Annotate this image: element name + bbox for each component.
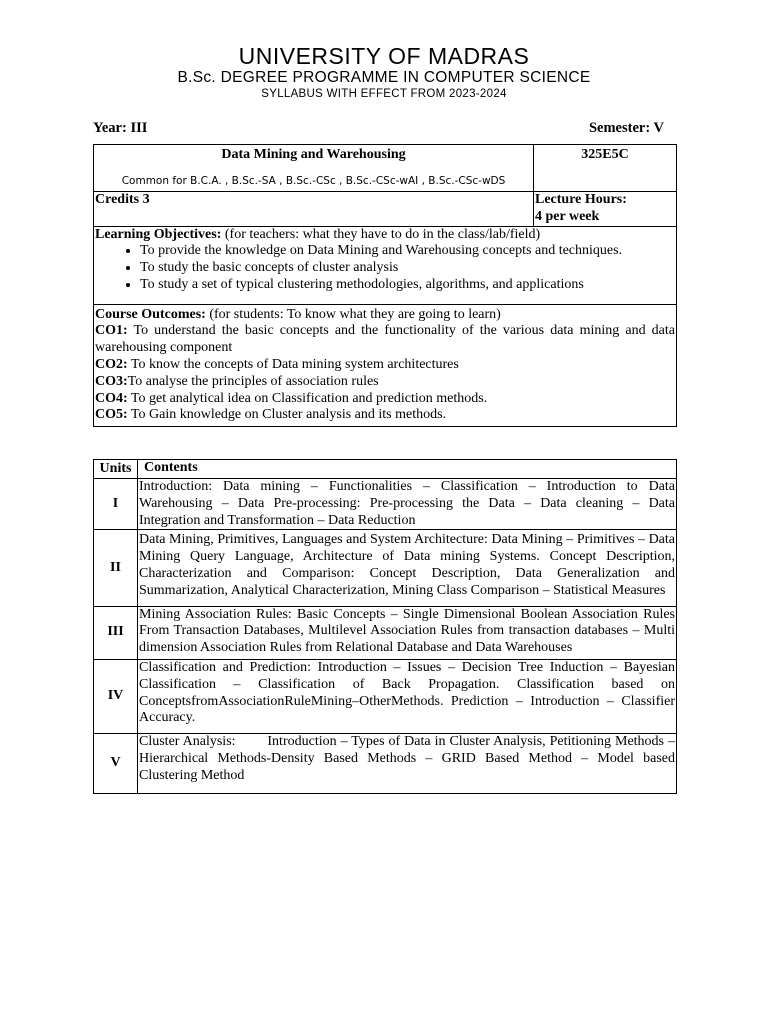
- credits: Credits 3: [94, 192, 534, 227]
- lecture-hours-value: 4 per week: [535, 208, 600, 224]
- syllabus-year: SYLLABUS WITH EFFECT FROM 2023-2024: [261, 88, 507, 100]
- outcome-item: CO5: To Gain knowledge on Cluster analysis and its methods.: [95, 407, 447, 423]
- unit-content: Cluster Analysis: Introduction – Types of Data in Cluster Analysis, Petitioning Methods – Hierarchical Methods-Density Based Methods – GRID Based Method – Model based Clustering Method: [138, 734, 677, 793]
- unit-content: Classification and Prediction: Introduction – Issues – Decision Tree Induction – Bayesian Classification – Classification of Back Propagation. Classification based on ConceptsfromAssociationRuleMining–OtherMethods. Prediction – Introduction – Classifier Accuracy.: [138, 659, 677, 733]
- outcomes-label: Course Outcomes:: [95, 306, 206, 322]
- unit-content: Data Mining, Primitives, Languages and System Architecture: Data Mining – Primitives – Data Mining Query Language, Architecture of Data mining Systems. Concept Description, Characterization and Comparison: Concept Description, Data Generalization and Summarization, Analytical Characterization, Mining Class Comparison – Statistical Measures: [138, 530, 677, 606]
- unit-number: II: [94, 530, 138, 606]
- objective-item: • To study a set of typical clustering methodologies, algorithms, and applications: [140, 277, 675, 294]
- semester-label: Semester: V: [588, 120, 664, 136]
- unit-number: III: [94, 606, 138, 659]
- objectives-label: Learning Objectives:: [95, 226, 222, 242]
- objective-item: • To study the basic concepts of cluster analysis: [140, 260, 675, 277]
- table-row: [94, 734, 677, 793]
- units-header: Units: [94, 460, 138, 479]
- objectives-list: [95, 243, 675, 293]
- course-title-cell: [94, 145, 534, 192]
- table-row: [94, 659, 677, 733]
- outcome-item: CO3:To analyse the principles of association rules: [95, 373, 379, 389]
- outcome-item: CO4: To get analytical idea on Classification and prediction methods.: [95, 390, 488, 406]
- unit-number: V: [94, 734, 138, 793]
- units-table: [93, 459, 677, 794]
- course-outcomes-cell: [94, 304, 677, 427]
- table-row: [94, 479, 677, 530]
- outcome-item: CO1: To understand the basic concepts and the functionality of the various data mining and data warehousing component: [95, 323, 675, 356]
- objectives-note: (for teachers: what they have to do in the class/lab/field): [221, 226, 541, 242]
- outcome-item: CO2: To know the concepts of Data mining system architectures: [95, 356, 459, 372]
- university-title: UNIVERSITY OF MADRAS: [238, 43, 530, 69]
- contents-header: Contents: [138, 460, 677, 479]
- lecture-hours-label: Lecture Hours:: [535, 192, 627, 207]
- learning-objectives-cell: [94, 226, 677, 304]
- unit-number: IV: [94, 659, 138, 733]
- common-for-text: Common for B.C.A. , B.Sc.-SA , B.Sc.-CSc , B.Sc.-CSc-wAI , B.Sc.-CSc-wDS: [121, 174, 506, 187]
- unit-number: I: [94, 479, 138, 530]
- course-title: Data Mining and Warehousing: [221, 147, 406, 162]
- programme-title: B.Sc. DEGREE PROGRAMME IN COMPUTER SCIENCE: [177, 69, 591, 86]
- objective-item: • To provide the knowledge on Data Mining and Warehousing concepts and techniques.: [140, 243, 675, 260]
- course-info-table: [93, 144, 677, 427]
- lecture-hours-cell: [534, 192, 677, 227]
- table-row: [94, 530, 677, 606]
- year-label: Year: III: [93, 120, 148, 136]
- unit-content: Mining Association Rules: Basic Concepts – Single Dimensional Boolean Association Rules From Transaction Databases, Multilevel Association Rules from transaction databases – Multi dimension Association Rules from Relational Database and Data Warehouses: [138, 606, 677, 659]
- outcomes-note: (for students: To know what they are going to learn): [205, 306, 501, 322]
- unit-content: Introduction: Data mining – Functionalities – Classification – Introduction to Data Warehousing – Data Pre-processing: Pre-processing the Data – Data cleaning – Data Integration and Transformation – Data Reduction: [138, 479, 677, 530]
- course-code: 325E5C: [534, 145, 677, 192]
- table-row: [94, 606, 677, 659]
